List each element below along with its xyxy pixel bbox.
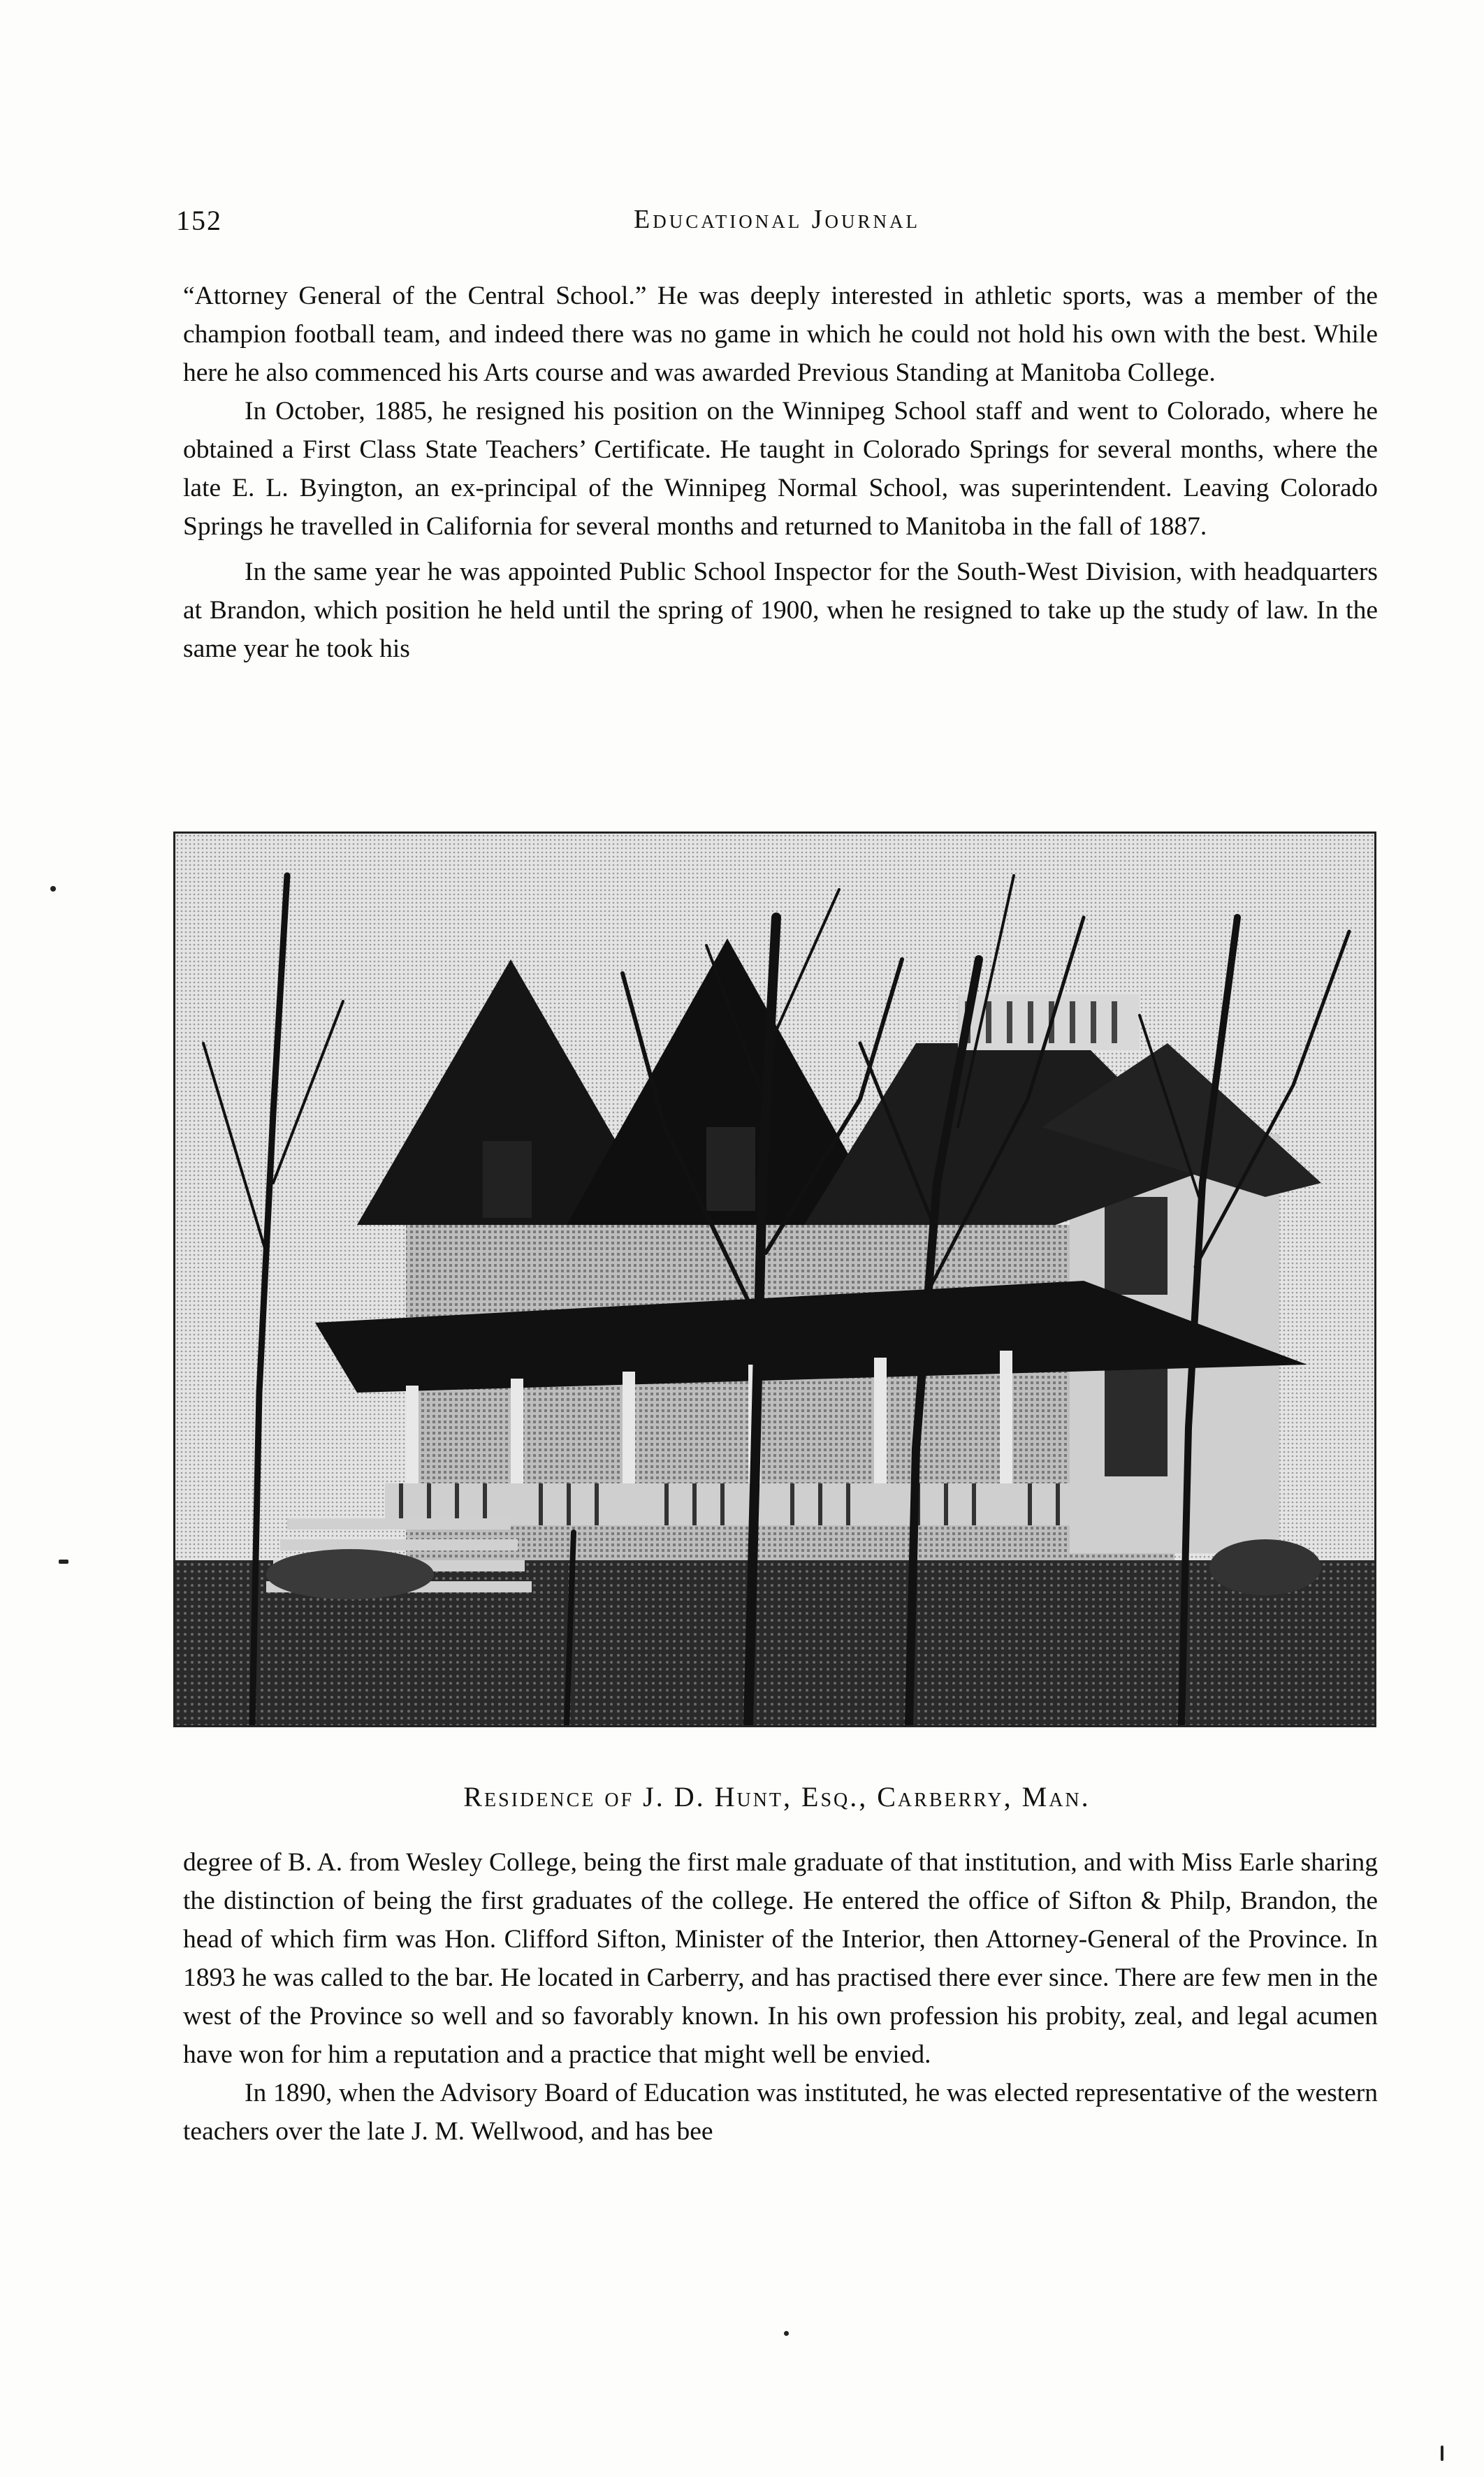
paragraph: degree of B. A. from Wesley College, being the first male graduate of that institution, and with Miss Earle sharing the distinction of being the first graduates of the college. He entered the office of Sifton & Philp, Brandon, the head of which firm was Hon. Clifford Sifton, Minister of the Interior, then Attorney-General of the Province. In 1893 he was called to the bar. He located in Carberry, and has practised there ever since. There are few men in the west of the Province so well and so favorably known. In his own profession his probity, zeal, and legal acumen have won for him a reputation and a practice that might well be envied. bbox=[183, 1848, 1378, 2069]
photo-caption: Residence of J. D. Hunt, Esq., Carberry, Man. bbox=[463, 1781, 1091, 1813]
residence-photograph bbox=[173, 831, 1376, 1727]
margin-speck bbox=[1441, 2446, 1443, 2461]
paragraph: “Attorney General of the Central School.” He was deeply interested in athletic sports, was a member of the champion football team, and indeed there was no game in which he could not hold his own with the best. While here he also commenced his Arts course and was awarded Previous Standing at Manitoba College. bbox=[183, 282, 1378, 387]
text-block-bottom bbox=[183, 1843, 1378, 2151]
margin-speck bbox=[59, 1560, 68, 1564]
house-illustration bbox=[175, 834, 1374, 1725]
paragraph: In the same year he was appointed Public School Inspector for the South-West Division, with headquarters at Brandon, which position he held until the spring of 1900, when he resigned to take up the study of law. In the same year he took his bbox=[183, 558, 1378, 663]
margin-speck bbox=[50, 886, 56, 892]
paragraph: In October, 1885, he resigned his position on the Winnipeg School staff and went to Colorado, where he obtained a First Class State Teachers’ Certificate. He taught in Colorado Springs for several months, where the late E. L. Byington, an ex-principal of the Winnipeg Normal School, was superintendent. Leaving Colorado Springs he travelled in California for several months and returned to Manitoba in the fall of 1887. bbox=[183, 397, 1378, 541]
margin-speck bbox=[784, 2331, 789, 2336]
paragraph: In 1890, when the Advisory Board of Education was instituted, he was elected representative of the western teachers over the late J. M. Wellwood, and has bee bbox=[183, 2079, 1378, 2146]
text-block-top bbox=[183, 277, 1378, 668]
page-number: 152 bbox=[176, 205, 222, 236]
page-header bbox=[176, 204, 1378, 246]
running-title: Educational Journal bbox=[634, 205, 920, 234]
